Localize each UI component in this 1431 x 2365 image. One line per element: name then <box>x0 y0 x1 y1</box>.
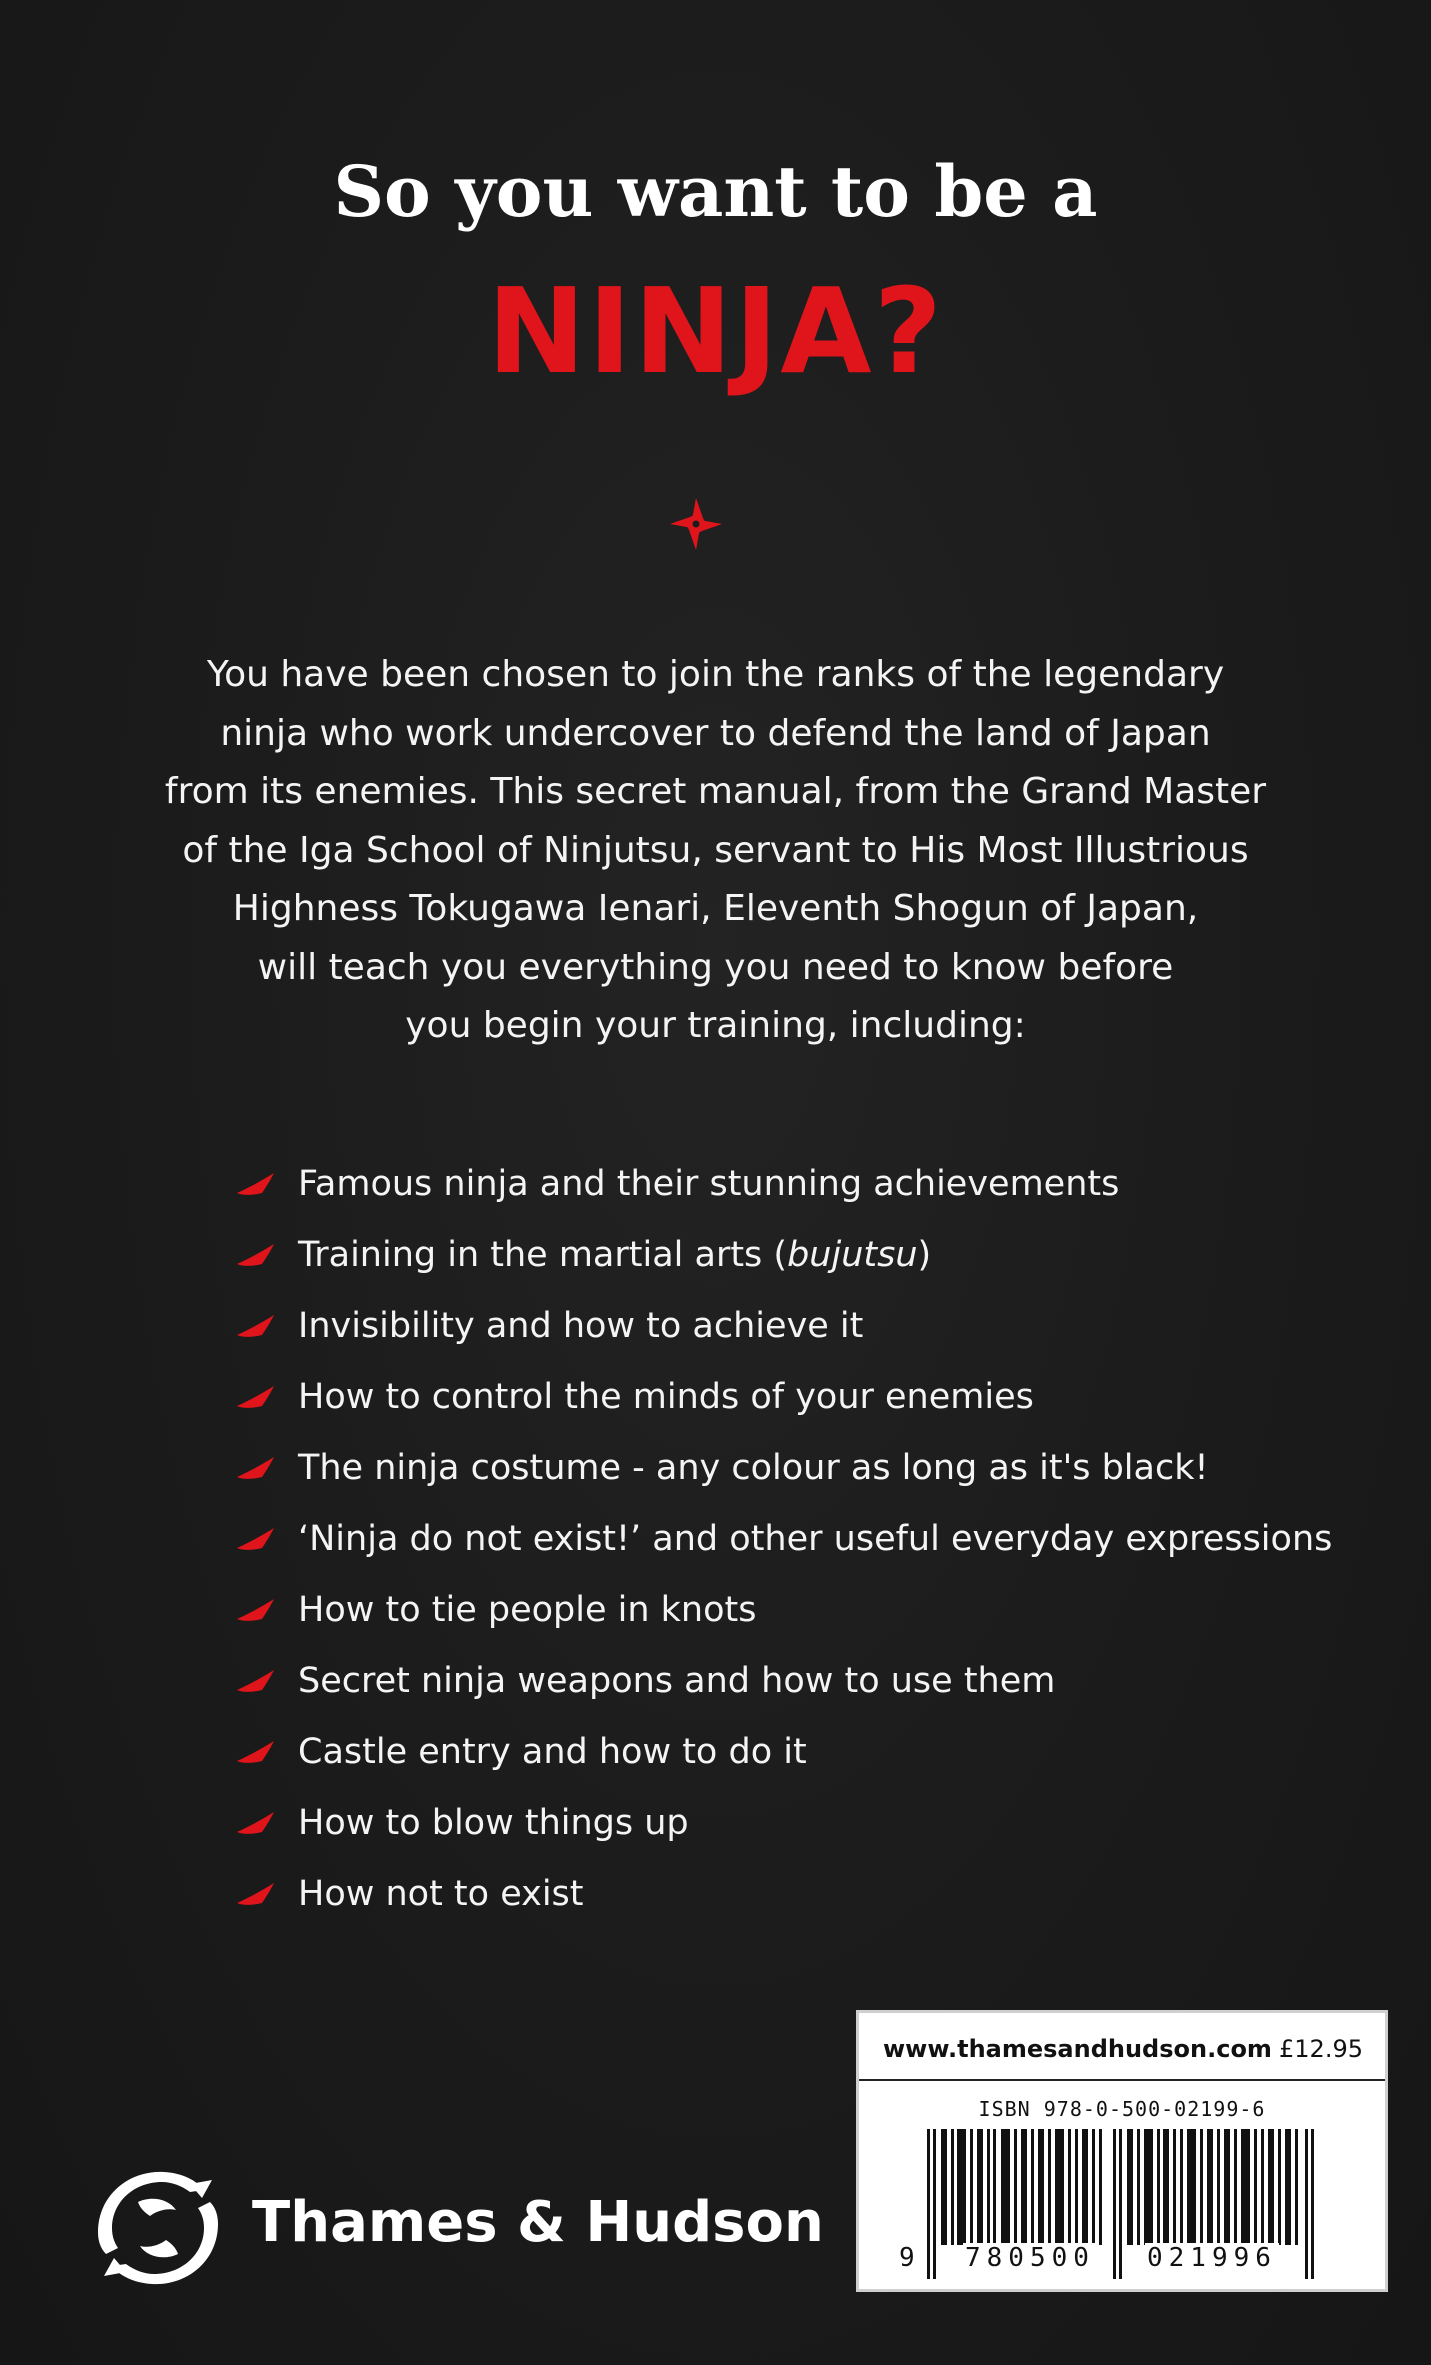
feature-text-italic: bujutsu <box>787 1235 918 1275</box>
feature-text: Famous ninja and their stunning achievements <box>298 1164 1120 1204</box>
intro-line: Highness Tokugawa Ienari, Eleventh Shogun of Japan, <box>232 888 1199 929</box>
red-brush-stroke-bullet-icon <box>236 1739 276 1765</box>
list-item <box>236 1226 1356 1297</box>
list-item <box>236 1297 1356 1368</box>
red-brush-stroke-bullet-icon <box>236 1597 276 1623</box>
red-brush-stroke-bullet-icon <box>236 1242 276 1268</box>
red-brush-stroke-bullet-icon <box>236 1881 276 1907</box>
list-item <box>236 1794 1356 1865</box>
publisher-name: Thames & Hudson <box>252 2190 824 2255</box>
intro-line: You have been chosen to join the ranks of the legendary <box>206 654 1225 695</box>
list-item <box>236 1510 1356 1581</box>
list-item <box>236 1155 1356 1226</box>
intro-line: will teach you everything you need to know before <box>257 946 1174 988</box>
feature-text: The ninja costume - any colour as long as it's black! <box>298 1448 1209 1488</box>
list-item <box>236 1723 1356 1794</box>
intro-paragraph <box>120 646 1311 1056</box>
intro-line: from its enemies. This secret manual, from the Grand Master <box>164 771 1267 812</box>
barcode-header <box>859 2013 1385 2081</box>
list-item <box>236 1865 1356 1936</box>
feature-text: Castle entry and how to do it <box>298 1732 807 1772</box>
feature-text <box>298 1235 931 1275</box>
list-item <box>236 1652 1356 1723</box>
list-item <box>236 1439 1356 1510</box>
intro-line: ninja who work undercover to defend the land of Japan <box>220 712 1211 754</box>
feature-text: Secret ninja weapons and how to use them <box>298 1661 1056 1701</box>
feature-text-prefix: Training in the martial arts ( <box>298 1235 788 1275</box>
red-brush-stroke-bullet-icon <box>236 1810 276 1836</box>
shuriken-icon <box>668 496 724 552</box>
red-brush-stroke-bullet-icon <box>236 1171 276 1197</box>
feature-text: ‘Ninja do not exist!’ and other useful everyday expressions <box>298 1519 1333 1559</box>
intro-line: of the Iga School of Ninjutsu, servant to His Most Illustrious <box>182 829 1249 871</box>
barcode-panel <box>856 2010 1388 2292</box>
publisher-url: www.thamesandhudson.com <box>883 2035 1272 2063</box>
price: £12.95 <box>1279 2035 1363 2063</box>
list-item <box>236 1368 1356 1439</box>
feature-text: How to blow things up <box>298 1803 689 1843</box>
intro-line: you begin your training, including: <box>405 1005 1026 1046</box>
barcode-digit-first: 9 <box>899 2243 915 2273</box>
feature-list <box>236 1155 1356 1936</box>
red-brush-stroke-bullet-icon <box>236 1384 276 1410</box>
red-brush-stroke-bullet-icon <box>236 1526 276 1552</box>
isbn-label: ISBN 978-0-500-02199-6 <box>978 2097 1266 2121</box>
feature-text: How not to exist <box>298 1874 584 1914</box>
barcode-digits-left: 780500 <box>965 2243 1095 2273</box>
dolphins-logo-icon <box>78 2162 238 2294</box>
headline-question: So you want to be a <box>333 150 1098 233</box>
feature-text-suffix: ) <box>917 1235 932 1275</box>
barcode-digits-right: 021996 <box>1147 2243 1277 2273</box>
feature-text: How to control the minds of your enemies <box>298 1377 1034 1417</box>
red-brush-stroke-bullet-icon <box>236 1455 276 1481</box>
red-brush-stroke-bullet-icon <box>236 1313 276 1339</box>
headline-ninja: NINJA? <box>486 262 945 400</box>
feature-text: Invisibility and how to achieve it <box>298 1306 864 1346</box>
feature-text: How to tie people in knots <box>298 1590 757 1630</box>
red-brush-stroke-bullet-icon <box>236 1668 276 1694</box>
list-item <box>236 1581 1356 1652</box>
